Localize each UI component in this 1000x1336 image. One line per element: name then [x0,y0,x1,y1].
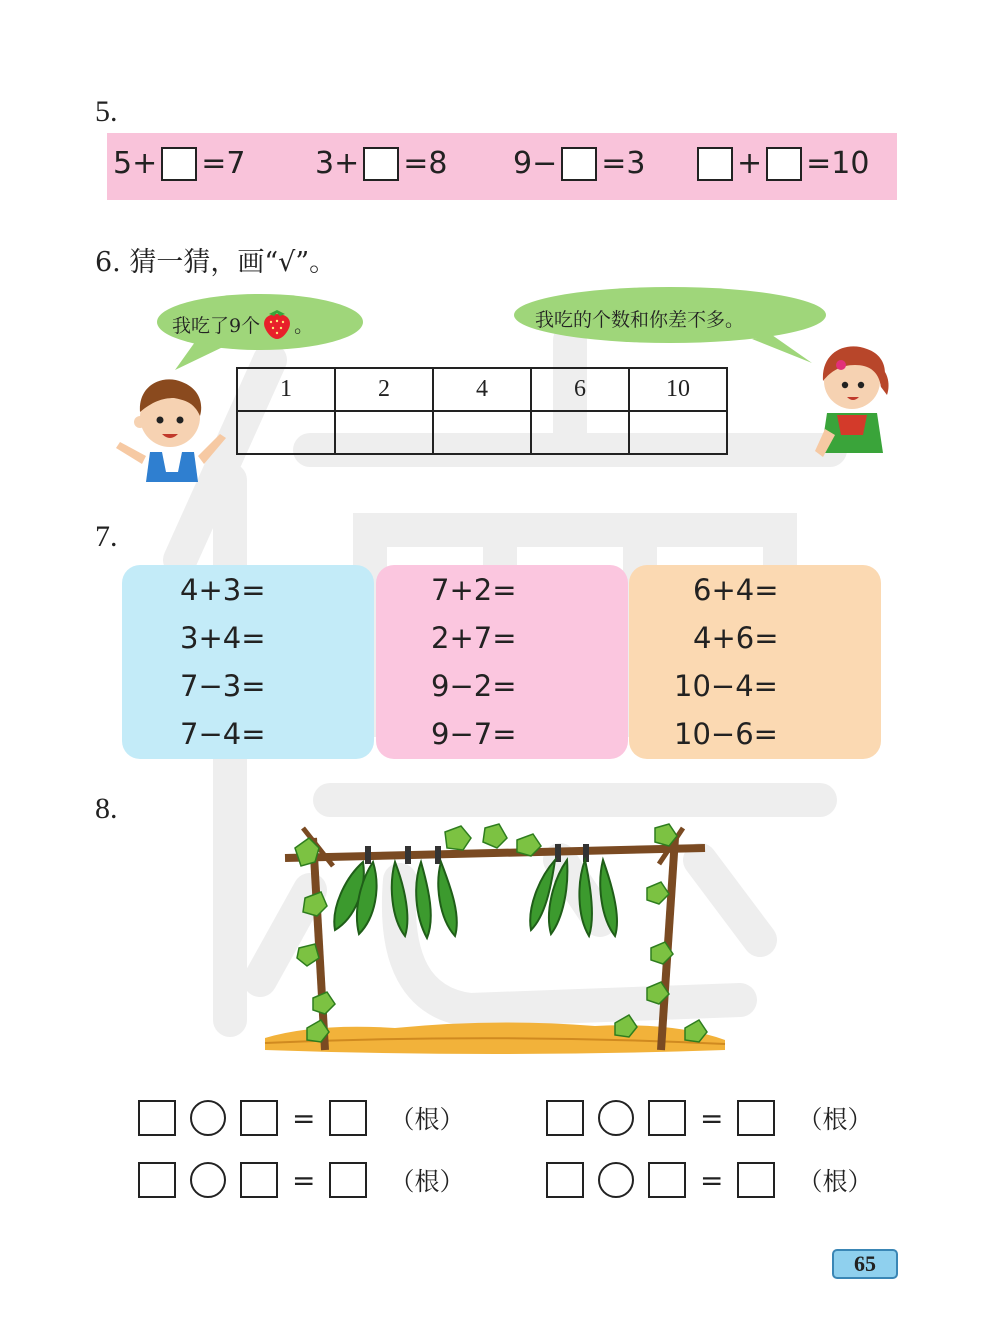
answer-box[interactable] [648,1100,686,1136]
boy-illustration [112,372,232,482]
exercise-item: 9−2= [431,669,517,703]
answer-box[interactable] [363,147,399,181]
answer-box[interactable] [240,1100,278,1136]
equation-2-right: =8 [403,146,448,181]
equation-4 [697,146,869,181]
equation-2-left: 3+ [315,146,360,181]
equation-3 [513,146,645,181]
answer-box[interactable] [161,147,197,181]
answer-box[interactable] [240,1162,278,1198]
check-cell[interactable] [433,411,531,454]
boy-speech-end: 。 [294,314,314,337]
exercise-item: 7+2= [431,573,517,607]
unit-label: （根） [797,1167,873,1196]
answer-box[interactable] [561,147,597,181]
equation-2 [315,146,447,181]
table-row [237,411,727,454]
answer-box[interactable] [737,1162,775,1198]
operator-circle[interactable] [190,1100,226,1136]
boy-speech [172,308,313,340]
answer-equation-row-1-left [138,1100,464,1136]
exercise-item: 3+4= [180,621,266,655]
cucumber-trellis-illustration [255,818,735,1063]
exercise-item: 2+7= [431,621,517,655]
girl-illustration [805,343,900,468]
guess-table [236,367,728,455]
option-cell: 1 [237,368,335,411]
equation-3-right: =3 [601,146,646,181]
answer-box[interactable] [766,147,802,181]
exercise-item: 10−6= [674,717,778,751]
check-cell[interactable] [629,411,727,454]
equals-sign: = [292,1163,316,1197]
unit-label: （根） [797,1105,873,1134]
operator-circle[interactable] [190,1162,226,1198]
answer-equation-row-2-right [546,1162,872,1198]
answer-box[interactable] [138,1162,176,1198]
question-8-number: 8. [95,792,118,825]
boy-speech-text: 我吃了9个 [172,314,261,337]
option-cell: 10 [629,368,727,411]
exercise-item: 7−3= [180,669,266,703]
equation-4-right: =10 [806,146,870,181]
operator-circle[interactable] [598,1100,634,1136]
equals-sign: = [292,1101,316,1135]
equation-3-left: 9− [513,146,558,181]
answer-box[interactable] [138,1100,176,1136]
page-number: 65 [832,1249,898,1279]
question-5-number: 5. [95,95,118,128]
equation-1-right: =7 [201,146,246,181]
answer-box[interactable] [546,1100,584,1136]
exercise-item: 4+6= [693,621,779,655]
option-cell: 4 [433,368,531,411]
answer-box[interactable] [648,1162,686,1198]
exercise-item: 4+3= [180,573,266,607]
equation-1 [113,146,245,181]
answer-box[interactable] [697,147,733,181]
answer-box[interactable] [329,1162,367,1198]
exercise-item: 7−4= [180,717,266,751]
exercise-group-3 [629,565,881,759]
exercise-group-2 [376,565,628,759]
answer-box[interactable] [329,1100,367,1136]
question-7-number: 7. [95,520,118,553]
equals-sign: = [700,1101,724,1135]
answer-box[interactable] [737,1100,775,1136]
exercise-group-1 [122,565,374,759]
equation-4-mid: + [737,146,763,181]
equals-sign: = [700,1163,724,1197]
check-cell[interactable] [237,411,335,454]
answer-equation-row-2-left [138,1162,464,1198]
check-cell[interactable] [335,411,433,454]
question-6-title: 6. 猜一猜，画“√”。 [95,247,337,278]
exercise-item: 9−7= [431,717,517,751]
answer-box[interactable] [546,1162,584,1198]
check-cell[interactable] [531,411,629,454]
equation-1-left: 5+ [113,146,158,181]
operator-circle[interactable] [598,1162,634,1198]
answer-equation-row-1-right [546,1100,872,1136]
unit-label: （根） [389,1167,465,1196]
strawberry-icon [260,308,294,340]
girl-speech-text: 我吃的个数和你差不多。 [535,309,745,331]
exercise-item: 10−4= [674,669,778,703]
option-cell: 2 [335,368,433,411]
option-cell: 6 [531,368,629,411]
unit-label: （根） [389,1105,465,1134]
table-row [237,368,727,411]
exercise-item: 6+4= [693,573,779,607]
